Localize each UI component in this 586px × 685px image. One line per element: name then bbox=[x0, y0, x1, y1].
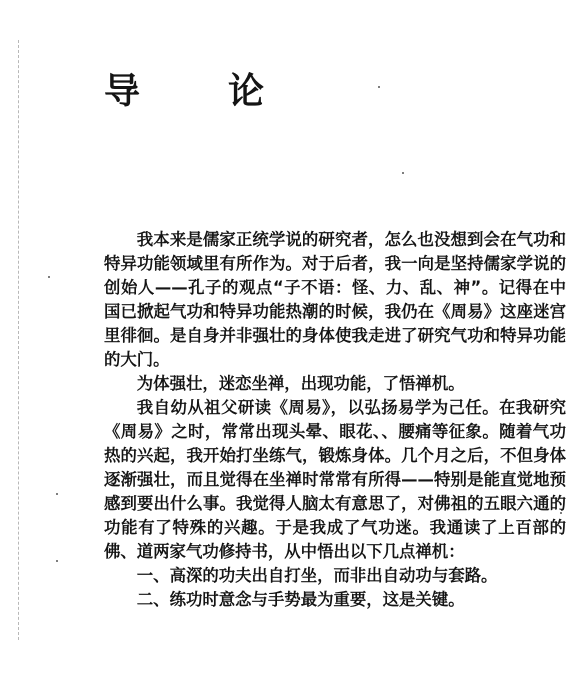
scan-speck bbox=[378, 86, 380, 88]
paragraph: 二、练功时意念与手势最为重要，这是关键。 bbox=[136, 590, 465, 609]
scan-speck bbox=[402, 172, 404, 174]
paragraph: 一、高深的功夫出自打坐，而非出自动功与套路。 bbox=[136, 566, 498, 585]
scan-speck bbox=[56, 493, 58, 495]
body-text bbox=[104, 228, 566, 612]
paragraph: 我自幼从祖父研读《周易》，以弘扬易学为己任。在我研究《周易》之时，常常出现头晕、眼花、、腰痛等征象。随着气功热的兴起，我开始打坐练气，锻炼身体。几个月之后，不但身体逐渐强壮，而且觉得在坐禅时常常有所得——特别是能直觉地预感到要出什么事。我觉得人脑太有意思了，对佛祖的五眼六通的功能有了特殊的兴趣。于是我成了气功迷。我通读了上百部的佛、道两家气功修持书，从中悟出以下几点禅机： bbox=[104, 398, 566, 561]
chapter-title-char: 导 bbox=[104, 71, 141, 112]
chapter-title bbox=[104, 72, 264, 112]
chapter-title-char: 论 bbox=[228, 71, 265, 112]
scan-speck bbox=[48, 276, 50, 278]
page-binding-edge bbox=[18, 40, 20, 640]
scan-speck bbox=[56, 560, 58, 562]
paragraph: 为体强壮，迷恋坐禅，出现功能，了悟禅机。 bbox=[136, 374, 465, 393]
paragraph: 我本来是儒家正统学说的研究者，怎么也没想到会在气功和特异功能领域里有所作为。对于后者，我一向是坚持儒家学说的创始人——孔子的观点“子不语：怪、力、乱、神”。记得在中国已掀起气功和特异功能热潮的时候，我仍在《周易》这座迷宫里徘徊。是自身并非强壮的身体使我走进了研究气功和特异功能的大门。 bbox=[104, 230, 566, 369]
